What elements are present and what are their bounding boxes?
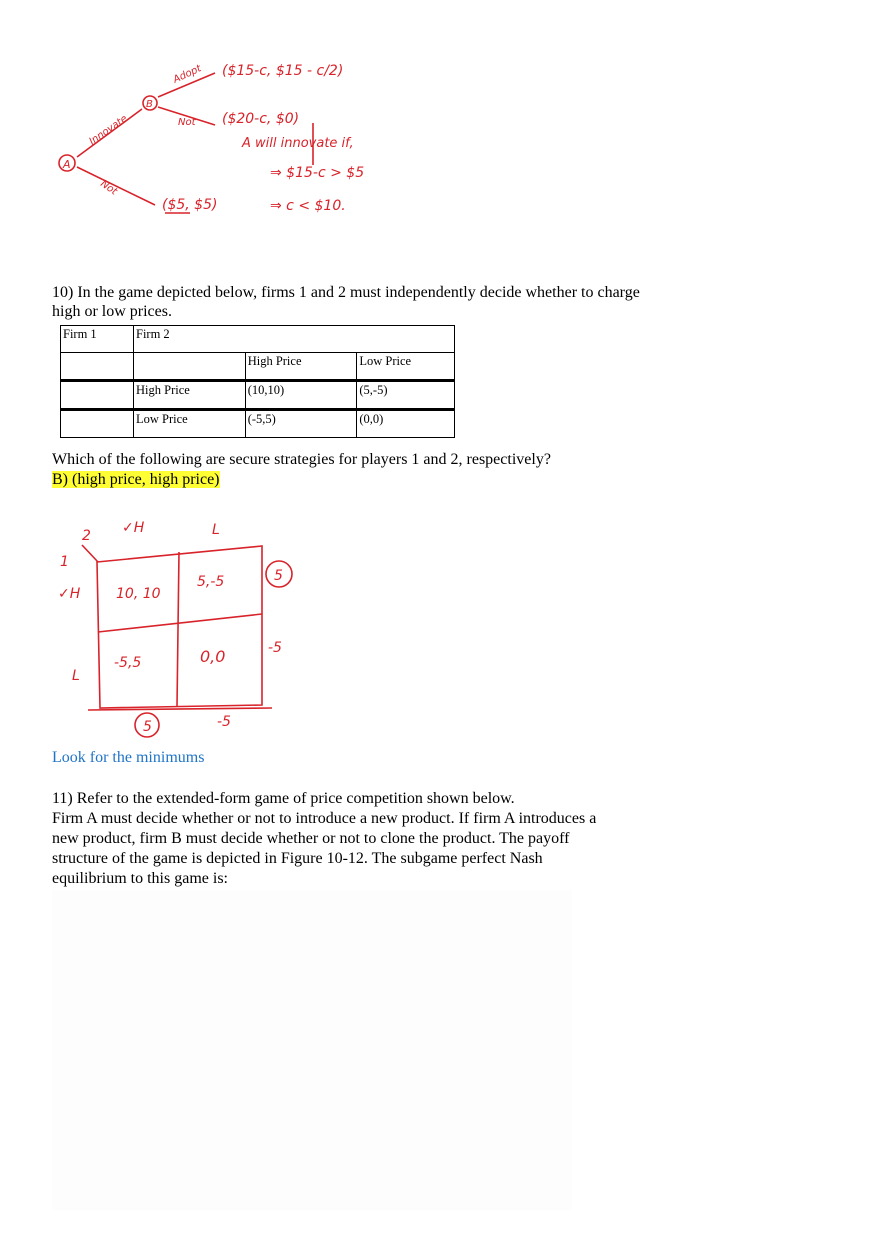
row-high-price: High Price [134,381,246,410]
payoff-not-b: ($20-c, $0) [222,111,300,127]
col-min-low: -5 [217,714,231,730]
note-line2: ⇒ $15-c > $5 [270,165,365,181]
q11-line5: equilibrium to this game is: [52,870,228,887]
look-for-minimums-note: Look for the minimums [52,749,205,766]
game-tree-figure [50,45,410,230]
col-min-high: 5 [143,719,152,735]
branch-innovate-label: Innovate [87,113,130,148]
table-firm2: Firm 2 [134,326,455,353]
cell-high-low: (5,-5) [357,381,455,410]
q11-line2: Firm A must decide whether or not to introduce a new product. If firm A introduces a [52,810,597,827]
col-high-mark: ✓H [122,520,145,536]
sketch-cell-hl: 5,-5 [197,574,225,590]
node-b-label: B [146,99,153,110]
cell-low-low: (0,0) [357,410,455,438]
branch-not-label: Not [98,178,119,198]
player1-label: 1 [60,554,69,570]
sketch-cell-ll: 0,0 [200,647,226,666]
q10-answer: B) (high price, high price) [52,471,220,488]
branch-adopt-label: Adopt [171,63,204,86]
payoff-not-a: ($5, $5) [162,197,218,213]
col-low-mark: L [212,522,220,538]
col-low-price: Low Price [357,353,455,381]
note-line3: ⇒ c < $10. [270,198,346,214]
payoff-table [60,325,455,438]
q11-line4: structure of the game is depicted in Figure 10-12. The subgame perfect Nash [52,850,543,867]
row-high-mark: ✓H [58,586,81,602]
q11-line3: new product, firm B must decide whether or not to clone the product. The payoff [52,830,570,847]
blank-figure-area [52,890,572,1210]
row-min-high: 5 [274,568,283,584]
row-min-low: -5 [268,640,282,656]
branch-not-b-label: Not [178,117,196,128]
q10-line1: 10) In the game depicted below, firms 1 and 2 must independently decide whether to charge [52,284,640,301]
row-low-price: Low Price [134,410,246,438]
q10-line2: high or low prices. [52,303,172,320]
sketch-cell-hh: 10, 10 [116,586,161,602]
row-low-mark: L [72,668,80,684]
cell-high-high: (10,10) [245,381,357,410]
payoff-adopt: ($15-c, $15 - c/2) [222,63,344,79]
cell-low-high: (-5,5) [245,410,357,438]
table-firm1: Firm 1 [61,326,134,353]
q11-line1: 11) Refer to the extended-form game of price competition shown below. [52,790,515,807]
note-line1: A will innovate if, [242,136,354,151]
payoff-matrix-sketch [52,510,312,745]
node-a-label: A [63,158,71,171]
sketch-cell-lh: -5,5 [114,655,142,671]
col-high-price: High Price [245,353,357,381]
q10-question: Which of the following are secure strategies for players 1 and 2, respectively? [52,451,551,468]
player2-label: 2 [82,528,91,544]
